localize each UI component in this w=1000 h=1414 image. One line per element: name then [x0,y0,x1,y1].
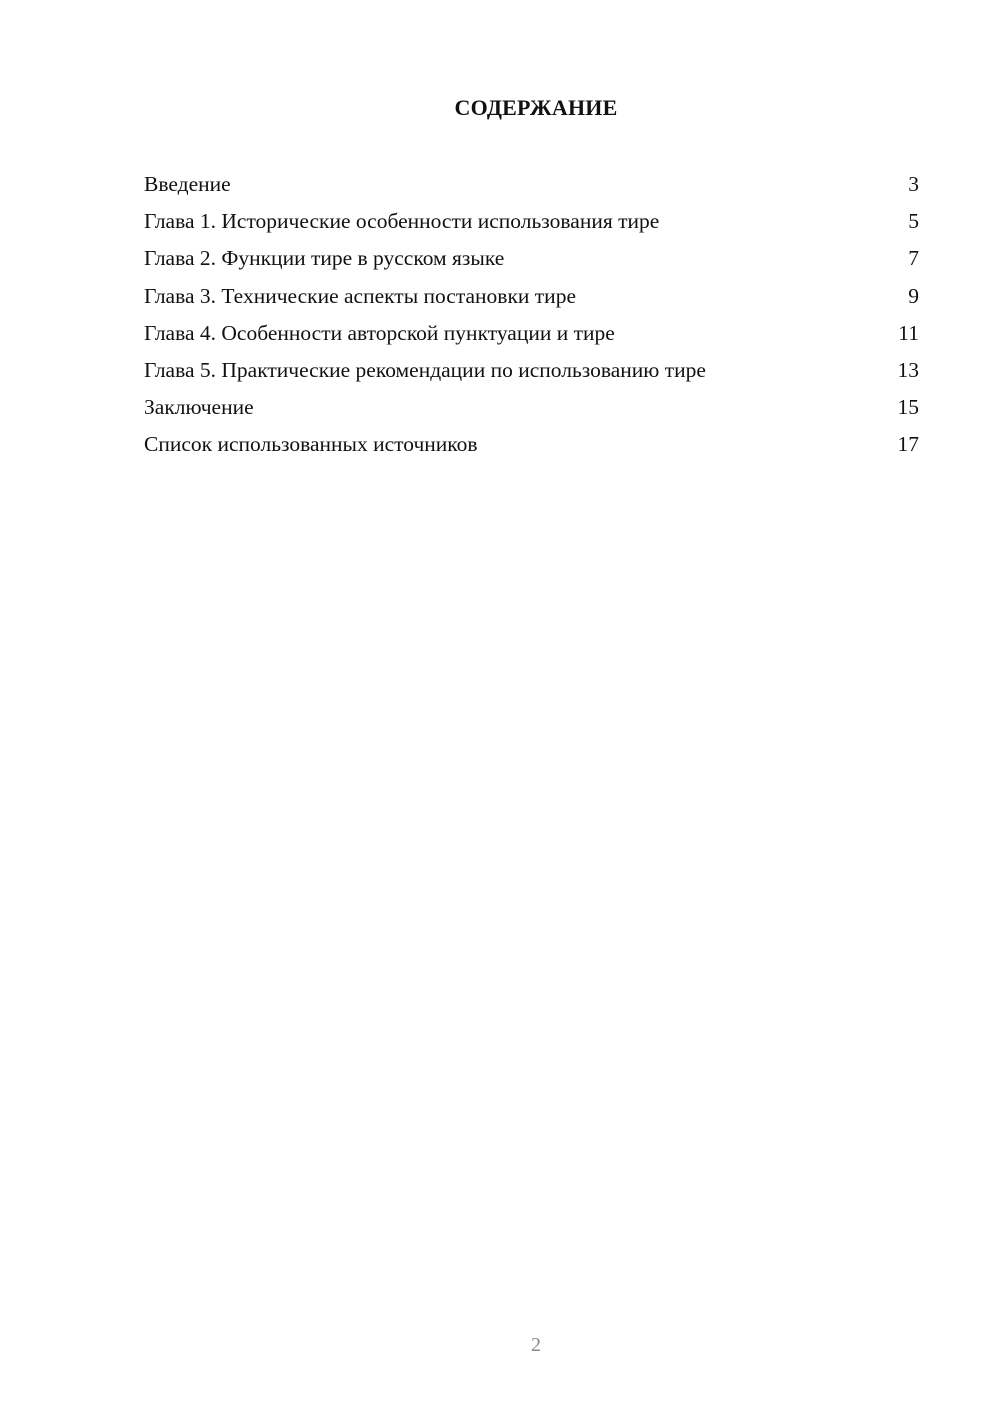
toc-entry-label: Глава 4. Особенности авторской пунктуации и тире [144,320,615,345]
toc-entry-page: 11 [898,320,919,345]
toc-entry-chapter-3[interactable] [144,280,919,317]
toc-entry-page: 9 [908,283,919,308]
toc-entry-chapter-2[interactable] [144,242,919,279]
toc-entry-label: Глава 3. Технические аспекты постановки тире [144,283,576,308]
toc-entry-page: 17 [897,432,919,457]
toc-entry-conclusion[interactable] [144,391,919,428]
toc-entry-label: Глава 1. Исторические особенности использования тире [144,209,660,234]
toc-entry-chapter-4[interactable] [144,317,919,354]
toc-entry-page: 7 [908,246,919,271]
toc-entry-introduction[interactable] [144,168,919,205]
toc-entry-label: Глава 2. Функции тире в русском языке [144,246,505,271]
table-of-contents [144,168,919,466]
toc-entry-chapter-1[interactable] [144,205,919,242]
toc-entry-label: Заключение [144,395,254,420]
toc-entry-chapter-5[interactable] [144,354,919,391]
toc-entry-label: Введение [144,172,231,196]
toc-entry-page: 13 [897,357,919,382]
toc-title: СОДЕРЖАНИЕ [454,95,618,120]
toc-entry-page: 5 [908,209,919,234]
toc-entry-label: Глава 5. Практические рекомендации по использованию тире [144,357,706,382]
toc-entry-page: 3 [908,172,919,196]
toc-entry-page: 15 [897,395,919,420]
page-number: 2 [531,1334,541,1356]
toc-entry-references[interactable] [144,428,919,465]
toc-entry-label: Список использованных источников [144,432,478,457]
